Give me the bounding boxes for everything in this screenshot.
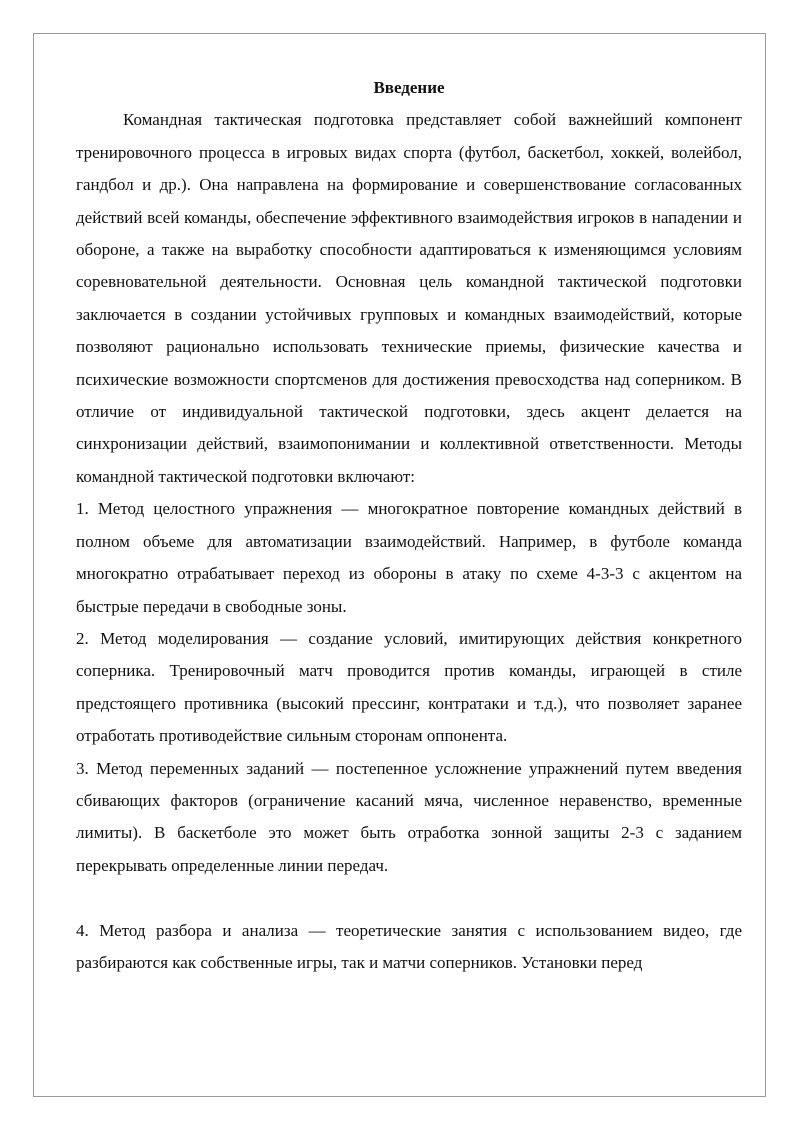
paragraph-gap xyxy=(76,882,742,914)
document-title: Введение xyxy=(373,78,445,97)
method-item-1: 1. Метод целостного упражнения — многократное повторение командных действий в полном объеме для автоматизации взаимодействий. Например, в футболе команда многократно отрабатывает переход из обороны в атаку по схеме 4-3-3 с акцентом на быстрые передачи в свободные зоны. xyxy=(76,499,742,616)
intro-paragraph: Командная тактическая подготовка представляет собой важнейший компонент тренировочного процесса в игровых видах спорта (футбол, баскетбол, хоккей, волейбол, гандбол и др.). Она направлена на формирование и совершенствование согласованных действий всей команды, обеспечение эффективного взаимодействия игроков в нападении и обороне, а также на выработку способности адаптироваться к изменяющимся условиям соревновательной деятельности. Основная цель командной тактической подготовки заключается в создании устойчивых групповых и командных взаимодействий, которые позволяют рационально использовать технические приемы, физические качества и психические возможности спортсменов для достижения превосходства над соперником. В отличие от индивидуальной тактической подготовки, здесь акцент делается на синхронизации действий, взаимопонимании и коллективной ответственности. Методы командной тактической подготовки включают: xyxy=(76,110,742,486)
document-body xyxy=(76,72,742,979)
method-item-2: 2. Метод моделирования — создание условий, имитирующих действия конкретного соперника. Тренировочный матч проводится против команды, играющей в стиле предстоящего противника (высокий прессинг, контратаки и т.д.), что позволяет заранее отработать противодействие сильным сторонам оппонента. xyxy=(76,628,742,746)
method-item-3: 3. Метод переменных заданий — постепенное усложнение упражнений путем введения сбивающих факторов (ограничение касаний мяча, численное неравенство, временные лимиты). В баскетболе это может быть отработка зонной защиты 2-3 с заданием перекрывать определенные линии передач. xyxy=(76,758,742,875)
method-item-4: 4. Метод разбора и анализа — теоретические занятия с использованием видео, где разбираются как собственные игры, так и матчи соперников. Установки перед xyxy=(76,920,742,972)
